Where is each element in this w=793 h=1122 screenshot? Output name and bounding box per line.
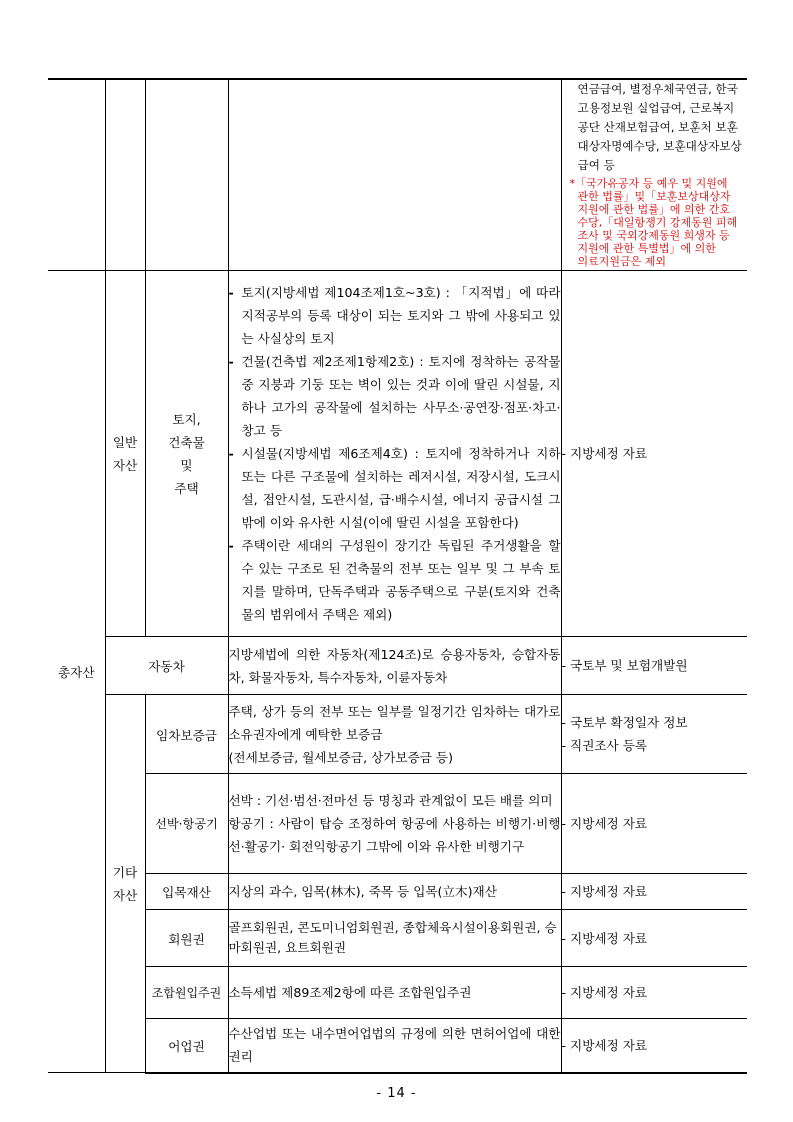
other-asset-source: - 국토부 확정일자 정보 - 직권조사 등록 xyxy=(561,695,747,774)
other-asset-source: - 지방세정 자료 xyxy=(561,874,747,910)
empty-cell xyxy=(145,79,228,271)
other-asset-source: - 지방세정 자료 xyxy=(561,910,747,967)
note-line: 수당,「대일항쟁기 강제동원 피해 xyxy=(577,216,738,229)
total-assets-label: 총자산 xyxy=(48,271,105,1073)
other-asset-item: 선박·항공기 xyxy=(145,774,228,874)
other-asset-source: - 지방세정 자료 xyxy=(561,774,747,874)
other-asset-item: 입목재산 xyxy=(145,874,228,910)
other-asset-source: - 지방세정 자료 xyxy=(561,967,747,1019)
page-number: - 14 - xyxy=(376,1086,417,1101)
bullet-facility: - 시설물(지방세법 제6조제4호) : 토지에 정착하거나 지하 또는 다른 구조물에 설치하는 레저시설, 저장시설, 도크시설, 접안시설, 도관시설, 급·배수시설, 에너지 공급시설 그 밖에 이와 유사한 시설(이에 딸린 시설을 포함한다) xyxy=(228,446,561,530)
bullet-building: - 건물(건축법 제2조제1항제2호) : 토지에 정착하는 공작물 중 지붕과 기둥 또는 벽이 있는 것과 이에 딸린 시설물, 지하나 고가의 공작물에 설치하는 사무소·공연장·점포·차고·창고 등 xyxy=(228,354,561,438)
other-asset-desc: 수산업법 또는 내수면어업법의 규정에 의한 면허어업에 대한 권리 xyxy=(228,1019,561,1073)
source-line: 공단 산재보험급여, 보훈처 보훈 xyxy=(577,120,738,134)
other-asset-row xyxy=(48,695,747,774)
source-line: 연금급여, 별정우체국연금, 한국 xyxy=(577,82,738,96)
note-line: 지원에 관한 특별법」에 의한 xyxy=(577,242,716,255)
continued-source-cell xyxy=(561,79,747,271)
general-assets-source: - 지방세정 자료 xyxy=(561,271,747,637)
empty-cell xyxy=(48,79,105,271)
other-asset-row xyxy=(48,910,747,967)
vehicle-label: 자동차 xyxy=(105,637,228,695)
note-line: 지원에 관한 법률」에 의한 간호 xyxy=(577,203,730,216)
continued-source-text xyxy=(562,80,748,270)
vehicle-row xyxy=(48,637,747,695)
other-asset-row xyxy=(48,874,747,910)
other-asset-row xyxy=(48,967,747,1019)
other-asset-item: 어업권 xyxy=(145,1019,228,1073)
source-line: 대상자명예수당, 보훈대상자보상 xyxy=(577,139,742,153)
other-asset-desc: 선박 : 기선·범선·전마선 등 명칭과 관계없이 모든 배를 의미 항공기 : 사람이 탑승 조정하여 항공에 사용하는 비행기·비행선·활공기· 회전익항공기 그밖에 이와 유사한 비행기구 xyxy=(228,774,561,874)
note-line: 관한 법률」및「보훈보상대상자 xyxy=(577,190,731,203)
other-asset-item: 조합원입주권 xyxy=(145,967,228,1019)
exclusion-note xyxy=(570,175,744,268)
bullet-land: - 토지(지방세법 제104조제1호~3호) : 「지적법」에 따라 지적공부의 등록 대상이 되는 토지와 그 밖에 사용되고 있는 사실상의 토지 xyxy=(228,285,561,346)
vehicle-source: - 국토부 및 보험개발원 xyxy=(561,637,747,695)
source-line: 고용정보원 실업급여, 근로복지 xyxy=(577,101,735,115)
vehicle-desc: 지방세법에 의한 자동차(제124조)로 승용자동차, 승합자동차, 화물자동차, 특수자동차, 이륜자동차 xyxy=(228,637,561,695)
other-asset-desc: 주택, 상가 등의 전부 또는 일부를 일정기간 임차하는 대가로 소유권자에게 예탁한 보증금 (전세보증금, 월세보증금, 상가보증금 등) xyxy=(228,695,561,774)
general-assets-row xyxy=(48,271,747,637)
bullet-housing: - 주택이란 세대의 구성원이 장기간 독립된 주거생활을 할 수 있는 구조로 된 건축물의 전부 또는 일부 및 그 부속 토지를 말하며, 단독주택과 공동주택으로 구분(토지와 건축물의 범위에서 주택은 제외) xyxy=(228,538,561,622)
other-assets-category: 기타 자산 xyxy=(105,695,145,1073)
note-line: 조사 및 국외강제동원 희생자 등 xyxy=(577,229,730,242)
note-line: 의료지원금은 제외 xyxy=(577,255,667,268)
source-line: 급여 등 xyxy=(577,158,615,172)
other-asset-row xyxy=(48,774,747,874)
other-asset-source: - 지방세정 자료 xyxy=(561,1019,747,1073)
other-asset-item: 회원권 xyxy=(145,910,228,967)
asset-table xyxy=(48,78,747,1074)
empty-cell xyxy=(228,79,561,271)
other-asset-desc: 골프회원권, 콘도미니엄회원권, 종합체육시설이용회원권, 승마회원권, 요트회원권 xyxy=(228,910,561,967)
continued-row xyxy=(48,79,747,271)
general-assets-desc xyxy=(228,271,561,637)
empty-cell xyxy=(105,79,145,271)
other-asset-desc: 지상의 과수, 임목(林木), 죽목 등 입목(立木)재산 xyxy=(228,874,561,910)
other-asset-row xyxy=(48,1019,747,1073)
general-assets-category: 일반 자산 xyxy=(105,271,145,637)
note-line: *「국가유공자 등 예우 및 지원에 xyxy=(569,177,728,190)
general-assets-item: 토지, 건축물 및 주택 xyxy=(145,271,228,637)
other-asset-desc: 소득세법 제89조제2항에 따른 조합원입주권 xyxy=(228,967,561,1019)
other-asset-item: 임차보증금 xyxy=(145,695,228,774)
